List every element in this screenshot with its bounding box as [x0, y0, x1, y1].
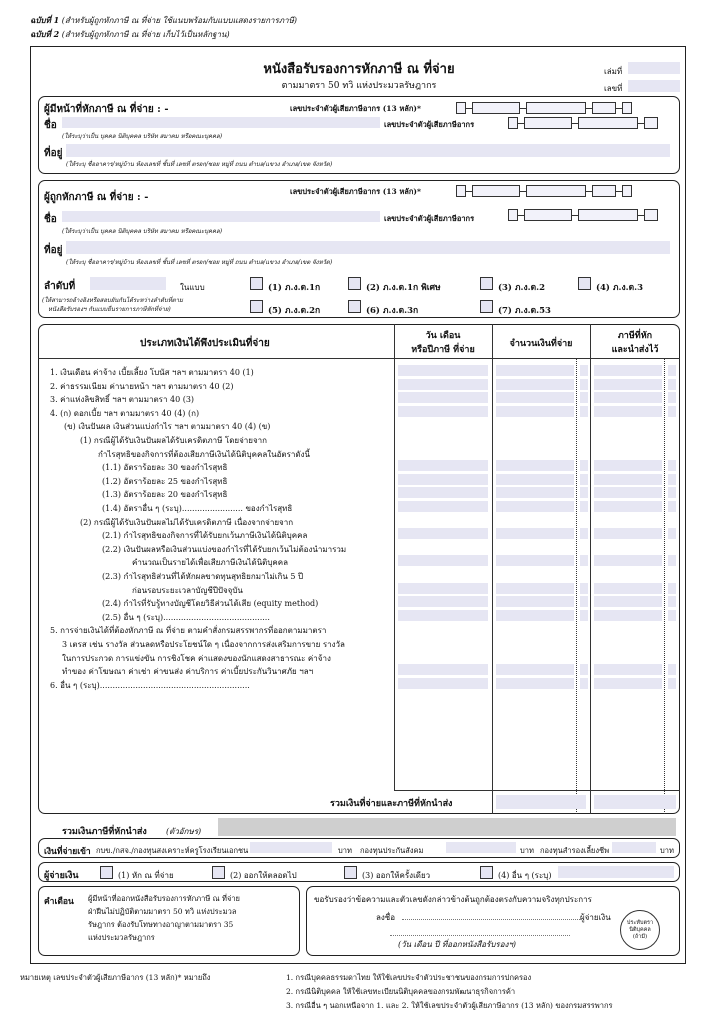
income-row-label: 6. อื่น ๆ (ระบุ)...........................................................: [50, 680, 250, 690]
row-tax-satang[interactable]: [668, 664, 676, 675]
income-row-label: 3 เตรส เช่น รางวัล ส่วนลดหรือประโยชน์ใด ๆ เนื่องจากการส่งเสริมการขาย รางวัล: [62, 640, 345, 649]
payee-tin13-label: เลขประจำตัวผู้เสียภาษีอากร (13 หลัก)*: [290, 187, 421, 196]
row-date-field[interactable]: [398, 528, 488, 539]
row-amount-field[interactable]: [496, 528, 574, 539]
income-row-label: 4. (ก) ดอกเบี้ย ฯลฯ ตามมาตรา 40 (4) (ก): [50, 408, 200, 418]
row-date-field[interactable]: [398, 474, 488, 485]
income-row-label: (2.1) กำไรสุทธิของกิจการที่ได้รับยกเว้นภาษีเงินได้นิติบุคคล: [102, 531, 308, 541]
row-tax-field[interactable]: [594, 379, 662, 390]
fund-gpf-unit: บาท: [338, 846, 352, 855]
income-row-label: คำนวณเป็นรายได้เพื่อเสียภาษีเงินได้นิติบุคคล: [132, 558, 289, 568]
row-amount-field[interactable]: [496, 474, 574, 485]
book-no-field[interactable]: [628, 62, 680, 74]
row-date-field[interactable]: [398, 501, 488, 512]
row-tax-satang[interactable]: [668, 365, 676, 376]
row-tax-satang[interactable]: [668, 474, 676, 485]
copy-2-line: ฉบับที่ 2 (สำหรับผู้ถูกหักภาษี ณ ที่จ่าย เก็บไว้เป็นหลักฐาน): [30, 29, 230, 39]
income-row-label: (2.4) กำไรที่รับรู้ทางบัญชีโดยวิธีส่วนได้เสีย (equity method): [102, 599, 319, 609]
income-row-label: 2. ค่าธรรมเนียม ค่านายหน้า ฯลฯ ตามมาตรา 40 (2): [50, 381, 234, 391]
payer-type-4-checkbox[interactable]: [480, 866, 493, 879]
words-hint: (ตัวอักษร): [166, 827, 202, 836]
col-date-2: หรือปีภาษี ที่จ่าย: [411, 345, 475, 355]
form-pnd2-checkbox[interactable]: [480, 277, 493, 290]
form-pnd1k-special-label: (2) ภ.ง.ด.1ก พิเศษ: [366, 283, 441, 293]
income-row-label: 5. การจ่ายเงินได้ที่ต้องหักภาษี ณ ที่จ่าย ตามคำสั่งกรมสรรพากรที่ออกตามมาตรา: [50, 626, 327, 636]
payer-addr-label: ที่อยู่: [44, 148, 63, 159]
row-tax-satang[interactable]: [668, 610, 676, 621]
income-row-label: (ข) เงินปันผล เงินส่วนแบ่งกำไร ฯลฯ ตามมาตรา 40 (4) (ข): [64, 422, 271, 432]
row-amount-field[interactable]: [496, 583, 574, 594]
payer-name-label: ชื่อ: [44, 120, 57, 131]
row-amount-satang[interactable]: [580, 365, 588, 376]
row-amount-satang[interactable]: [580, 583, 588, 594]
warning-line-1: ผู้มีหน้าที่ออกหนังสือรับรองการหักภาษี ณ ที่จ่าย: [88, 894, 240, 903]
income-row-label: (2.5) อื่น ๆ (ระบุ)..........................................: [102, 612, 270, 622]
form-pnd1k-special-checkbox[interactable]: [348, 277, 361, 290]
income-row-label: (1.1) อัตราร้อยละ 30 ของกำไรสุทธิ: [102, 463, 228, 473]
form-pnd2k-label: (5) ภ.ง.ด.2ก: [268, 306, 321, 316]
col-tax-1: ภาษีที่หัก: [617, 331, 653, 341]
row-amount-satang[interactable]: [580, 555, 588, 566]
row-tax-satang[interactable]: [668, 406, 676, 417]
row-amount-satang[interactable]: [580, 664, 588, 675]
row-amount-field[interactable]: [496, 487, 574, 498]
certify-text: ขอรับรองว่าข้อความและตัวเลขดังกล่าวข้างต้นถูกต้องตรงกับความจริงทุกประการ: [314, 895, 592, 904]
payer-addr-field[interactable]: [66, 144, 670, 157]
row-amount-satang[interactable]: [580, 460, 588, 471]
row-amount-satang[interactable]: [580, 474, 588, 485]
income-row-label: 3. ค่าแห่งลิขสิทธิ์ ฯลฯ ตามมาตรา 40 (3): [50, 395, 195, 405]
form-pnd53-label: (7) ภ.ง.ด.53: [498, 306, 551, 316]
row-date-field[interactable]: [398, 678, 488, 689]
row-amount-field[interactable]: [496, 379, 574, 390]
row-tax-field[interactable]: [594, 487, 662, 498]
row-tax-field[interactable]: [594, 610, 662, 621]
warning-line-4: แห่งประมวลรัษฎากร: [88, 933, 155, 942]
row-tax-field[interactable]: [594, 664, 662, 675]
row-tax-satang[interactable]: [668, 528, 676, 539]
income-row-label: (2.2) เงินปันผลหรือเงินส่วนแบ่งของกำไรที่ได้รับยกเว้นไม่ต้องนำมารวม: [102, 544, 347, 554]
payer-type-1-label: (1) หัก ณ ที่จ่าย: [118, 871, 174, 880]
payee-tin-field[interactable]: [508, 209, 658, 221]
payee-addr-field[interactable]: [66, 241, 670, 254]
payer-type-1-checkbox[interactable]: [100, 866, 113, 879]
row-amount-field[interactable]: [496, 501, 574, 512]
form-pnd3-label: (4) ภ.ง.ด.3: [596, 283, 643, 293]
row-amount-satang[interactable]: [580, 487, 588, 498]
row-amount-satang[interactable]: [580, 379, 588, 390]
payer-addr-hint: (ให้ระบุ ชื่ออาคาร/หมู่บ้าน ห้องเลขที่ ชั้นที่ เลขที่ ตรอก/ซอย หมู่ที่ ถนน ตำบล/แขวง อำเภอ/เขต จังหวัด): [66, 161, 333, 168]
row-amount-field[interactable]: [496, 555, 574, 566]
fund-label: เงินที่จ่ายเข้า: [44, 847, 91, 857]
payee-label: ผู้ถูกหักภาษี ณ ที่จ่าย : -: [44, 192, 149, 203]
payee-name-hint: (ให้ระบุว่าเป็น บุคคล นิติบุคคล บริษัท สมาคม หรือคณะบุคคล): [62, 228, 223, 235]
row-tax-field[interactable]: [594, 555, 662, 566]
row-amount-field[interactable]: [496, 406, 574, 417]
payer-tin-label: เลขประจำตัวผู้เสียภาษีอากร: [384, 120, 475, 129]
words-field[interactable]: [218, 818, 676, 836]
notes-lead: หมายเหตุ เลขประจำตัวผู้เสียภาษีอากร (13 หลัก)* หมายถึง: [20, 973, 211, 982]
row-tax-satang[interactable]: [668, 379, 676, 390]
fund-gpf-field[interactable]: [250, 842, 332, 853]
note-2: 2. กรณีนิติบุคคล ให้ใช้เลขทะเบียนนิติบุคคลของกรมพัฒนาธุรกิจการค้า: [286, 987, 516, 996]
form-subtitle: ตามมาตรา 50 ทวิ แห่งประมวลรัษฎากร: [281, 81, 437, 91]
row-tax-satang[interactable]: [668, 487, 676, 498]
total-label: รวมเงินที่จ่ายและภาษีที่หักนำส่ง: [330, 799, 453, 809]
row-date-field[interactable]: [398, 487, 488, 498]
col-income-type: ประเภทเงินได้พึงประเมินที่จ่าย: [140, 338, 270, 349]
col-amount: จำนวนเงินที่จ่าย: [509, 339, 573, 349]
fund-pvd-unit: บาท: [660, 846, 674, 855]
payer-type-label: ผู้จ่ายเงิน: [44, 871, 79, 881]
payee-addr-hint: (ให้ระบุ ชื่ออาคาร/หมู่บ้าน ห้องเลขที่ ชั้นที่ เลขที่ ตรอก/ซอย หมู่ที่ ถนน ตำบล/แขวง อำเภอ/เขต จังหวัด): [66, 259, 333, 266]
income-row-label: ในการประกวด การแข่งขัน การชิงโชค ค่าแสดงของนักแสดงสาธารณะ ค่าจ้าง: [62, 653, 331, 663]
row-amount-satang[interactable]: [580, 528, 588, 539]
warning-line-2: ฝ่าฝืนไม่ปฏิบัติตามมาตรา 50 ทวิ แห่งประมวล: [88, 907, 237, 916]
warning-line-3: รัษฎากร ต้องรับโทษทางอาญาตามมาตรา 35: [88, 920, 234, 929]
income-row-label: 1. เงินเดือน ค่าจ้าง เบี้ยเลี้ยง โบนัส ฯลฯ ตามมาตรา 40 (1): [50, 368, 254, 377]
payee-tin-label: เลขประจำตัวผู้เสียภาษีอากร: [384, 214, 475, 223]
row-tax-field[interactable]: [594, 501, 662, 512]
income-row-label: กำไรสุทธิของกิจการที่ต้องเสียภาษีเงินได้นิติบุคคลในอัตราดังนี้: [98, 449, 310, 459]
form-pnd3k-label: (6) ภ.ง.ด.3ก: [366, 306, 419, 316]
payer-tin-field[interactable]: [508, 117, 658, 129]
row-date-field[interactable]: [398, 392, 488, 403]
row-amount-field[interactable]: [496, 678, 574, 689]
payee-name-label: ชื่อ: [44, 214, 57, 225]
row-tax-satang[interactable]: [668, 678, 676, 689]
payer-type-other-field[interactable]: [558, 866, 674, 878]
row-amount-field[interactable]: [496, 596, 574, 607]
fund-pvd-label: กองทุนสำรองเลี้ยงชีพ: [540, 846, 610, 855]
row-tax-field[interactable]: [594, 596, 662, 607]
form-pnd3k-checkbox[interactable]: [348, 300, 361, 313]
form-pnd2k-checkbox[interactable]: [250, 300, 263, 313]
payee-addr-label: ที่อยู่: [44, 245, 63, 256]
row-amount-field[interactable]: [496, 365, 574, 376]
payer-name-hint: (ให้ระบุว่าเป็น บุคคล นิติบุคคล บริษัท สมาคม หรือคณะบุคคล): [62, 133, 223, 140]
order-field[interactable]: [90, 277, 166, 290]
note-3: 3. กรณีอื่น ๆ นอกเหนือจาก 1. และ 2. ให้ใช้เลขประจำตัวผู้เสียภาษีอากร (13 หลัก) ของกรมสรรพากร: [286, 1001, 613, 1010]
payer-type-3-checkbox[interactable]: [344, 866, 357, 879]
income-row-label: (1.2) อัตราร้อยละ 25 ของกำไรสุทธิ: [102, 476, 228, 486]
form-pnd1k-checkbox[interactable]: [250, 277, 263, 290]
row-amount-field[interactable]: [496, 664, 574, 675]
row-tax-satang[interactable]: [668, 501, 676, 512]
income-row-label: (2) กรณีผู้ได้รับเงินปันผลไม่ได้รับเครดิตภาษี เนื่องจากจ่ายจาก: [80, 517, 294, 527]
row-date-field[interactable]: [398, 365, 488, 376]
warning-label: คำเตือน: [44, 897, 74, 907]
form-pnd2-label: (3) ภ.ง.ด.2: [498, 283, 545, 293]
col-tax-2: และนำส่งไว้: [611, 345, 659, 355]
row-tax-field[interactable]: [594, 365, 662, 376]
payer-type-2-checkbox[interactable]: [212, 866, 225, 879]
fund-pvd-field[interactable]: [612, 842, 656, 853]
order-hint-1: (ให้สามารถอ้างอิงหรือสอบยันกันได้ระหว่างลำดับที่ตาม: [42, 297, 183, 304]
row-tax-field[interactable]: [594, 474, 662, 485]
payer-tin13-label: เลขประจำตัวผู้เสียภาษีอากร (13 หลัก)*: [290, 104, 421, 113]
payee-name-field[interactable]: [62, 211, 380, 222]
payer-type-4-label: (4) อื่น ๆ (ระบุ): [498, 871, 552, 880]
company-stamp: ประทับตรา นิติบุคคล (ถ้ามี): [620, 910, 660, 950]
row-amount-satang[interactable]: [580, 610, 588, 621]
income-row-label: ทำของ ค่าโฆษณา ค่าเช่า ค่าขนส่ง ค่าบริการ ค่าเบี้ยประกันวินาศภัย ฯลฯ: [62, 667, 314, 677]
fund-sso-field[interactable]: [446, 842, 516, 853]
fund-gpf-label: กบข./กสจ./กองทุนสงเคราะห์ครูโรงเรียนเอกชน: [96, 846, 249, 855]
row-tax-field[interactable]: [594, 392, 662, 403]
row-date-field[interactable]: [398, 664, 488, 675]
total-amount-field[interactable]: [496, 795, 586, 809]
row-amount-satang[interactable]: [580, 406, 588, 417]
doc-no-label: เลขที่: [604, 84, 623, 93]
row-tax-field[interactable]: [594, 678, 662, 689]
fund-sso-label: กองทุนประกันสังคม: [360, 846, 424, 855]
payer-tin13-field[interactable]: [456, 102, 632, 114]
row-tax-field[interactable]: [594, 528, 662, 539]
row-amount-satang[interactable]: [580, 596, 588, 607]
income-row-label: (1) กรณีผู้ได้รับเงินปันผลได้รับเครดิตภาษี โดยจ่ายจาก: [80, 436, 267, 445]
sign-line[interactable]: [402, 912, 580, 920]
row-amount-field[interactable]: [496, 392, 574, 403]
book-no-label: เล่มที่: [604, 67, 623, 76]
form-pnd3-checkbox[interactable]: [578, 277, 591, 290]
doc-no-field[interactable]: [628, 80, 680, 92]
payee-tin13-field[interactable]: [456, 185, 632, 197]
sign-label: ลงชื่อ: [376, 913, 396, 922]
form-title: หนังสือรับรองการหักภาษี ณ ที่จ่าย: [263, 62, 455, 77]
order-label: ลำดับที่: [44, 281, 76, 292]
row-date-field[interactable]: [398, 610, 488, 621]
form-pnd53-checkbox[interactable]: [480, 300, 493, 313]
income-row-label: (1.4) อัตราอื่น ๆ (ระบุ)........................ ของกำไรสุทธิ: [102, 504, 293, 513]
words-label: รวมเงินภาษีที่หักนำส่ง: [62, 827, 147, 837]
row-amount-field[interactable]: [496, 610, 574, 621]
income-row-label: (1.3) อัตราร้อยละ 20 ของกำไรสุทธิ: [102, 490, 228, 500]
row-tax-satang[interactable]: [668, 392, 676, 403]
total-tax-field[interactable]: [594, 795, 676, 809]
copy-1-line: ฉบับที่ 1 (สำหรับผู้ถูกหักภาษี ณ ที่จ่าย ใช้แนบพร้อมกับแบบแสดงรายการภาษี): [30, 15, 297, 25]
payer-type-3-label: (3) ออกให้ครั้งเดียว: [362, 871, 431, 880]
row-tax-satang[interactable]: [668, 583, 676, 594]
row-amount-field[interactable]: [496, 460, 574, 471]
row-tax-satang[interactable]: [668, 460, 676, 471]
payer-sign-label: ผู้จ่ายเงิน: [580, 913, 611, 922]
row-date-field[interactable]: [398, 583, 488, 594]
fund-sso-unit: บาท: [520, 846, 534, 855]
cert-date-hint: (วัน เดือน ปี ที่ออกหนังสือรับรองฯ): [398, 940, 517, 949]
row-tax-field[interactable]: [594, 460, 662, 471]
cert-date-line[interactable]: [390, 928, 570, 936]
row-date-field[interactable]: [398, 379, 488, 390]
payer-type-2-label: (2) ออกให้ตลอดไป: [230, 871, 297, 880]
row-tax-field[interactable]: [594, 406, 662, 417]
payer-name-field[interactable]: [62, 117, 380, 128]
order-in-form: ในแบบ: [180, 283, 205, 292]
row-date-field[interactable]: [398, 596, 488, 607]
col-date-1: วัน เดือน: [425, 331, 461, 341]
income-row-label: (2.3) กำไรสุทธิส่วนที่ได้หักผลขาดทุนสุทธิยกมาไม่เกิน 5 ปี: [102, 572, 304, 581]
payer-label: ผู้มีหน้าที่หักภาษี ณ ที่จ่าย : -: [44, 104, 169, 115]
row-tax-field[interactable]: [594, 583, 662, 594]
row-date-field[interactable]: [398, 460, 488, 471]
row-amount-satang[interactable]: [580, 501, 588, 512]
note-1: 1. กรณีบุคคลธรรมดาไทย ให้ใช้เลขประจำตัวประชาชนของกรมการปกครอง: [286, 973, 532, 982]
income-row-label: ก่อนรอบระยะเวลาบัญชีปีปัจจุบัน: [132, 585, 243, 595]
row-amount-satang[interactable]: [580, 392, 588, 403]
row-tax-satang[interactable]: [668, 596, 676, 607]
row-amount-satang[interactable]: [580, 678, 588, 689]
form-pnd1k-label: (1) ภ.ง.ด.1ก: [268, 283, 321, 293]
row-date-field[interactable]: [398, 406, 488, 417]
order-hint-2: หนังสือรับรองฯ กับแบบยื่นรายการภาษีหักที่จ่าย): [48, 306, 171, 313]
row-date-field[interactable]: [398, 555, 488, 566]
row-tax-satang[interactable]: [668, 555, 676, 566]
